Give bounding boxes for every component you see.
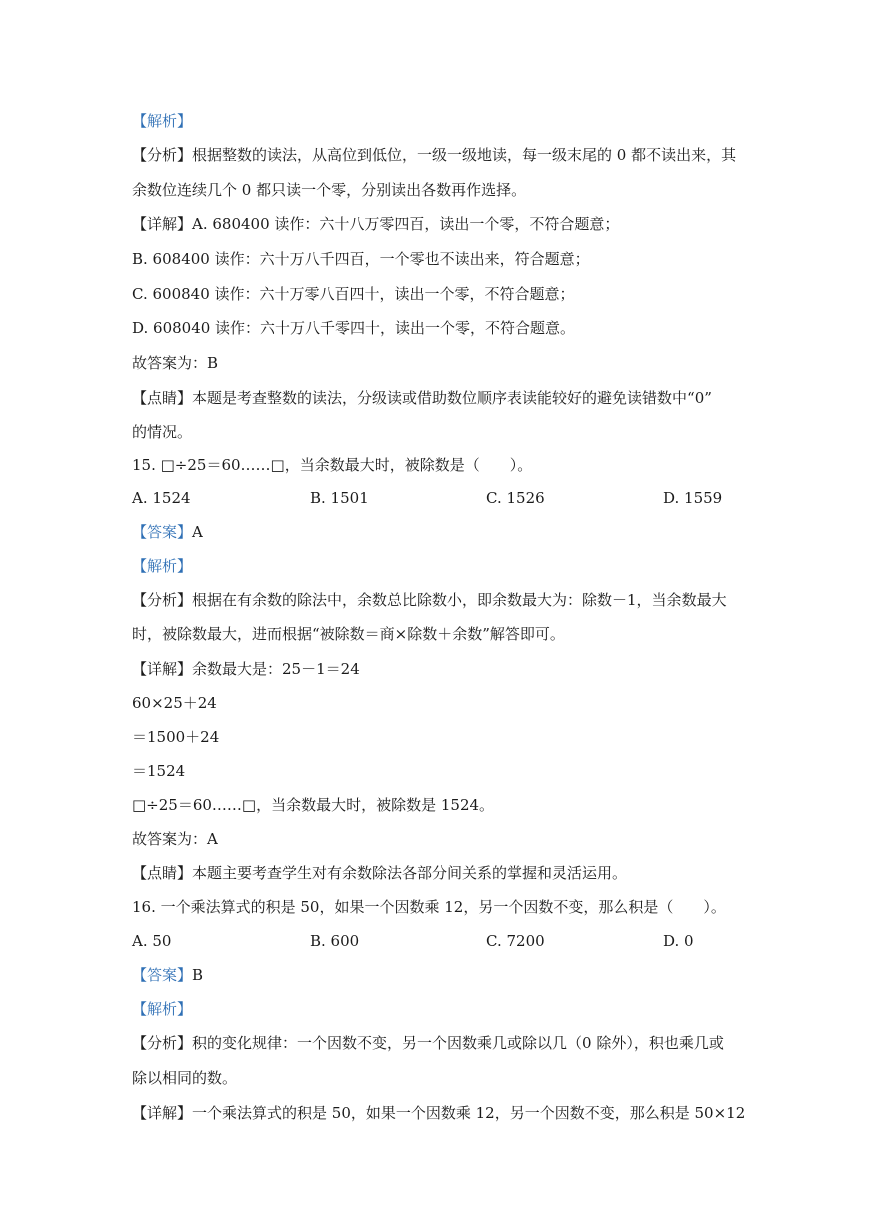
- q14-line-c: C. 600840 读作：六十万零八百四十，读出一个零，不符合题意；: [132, 285, 575, 303]
- q16-xiangjie-line: [132, 1103, 745, 1123]
- q14-jiexi-label: 【解析】: [132, 112, 193, 130]
- q15-daan-line: [132, 522, 203, 542]
- q15-dianjing-text: 本题主要考查学生对有余数除法各部分间关系的掌握和灵活运用。: [192, 864, 628, 882]
- q15-dianjing-line: [132, 863, 627, 883]
- q14-dianjing-line-1: [132, 388, 712, 408]
- q15-calc-1: 60×25＋24: [132, 694, 217, 712]
- q15-option-a: A. 1524: [132, 489, 191, 507]
- q15-fenxi-line-2: 时，被除数最大，进而根据“被除数＝商×除数＋余数”解答即可。: [132, 625, 565, 643]
- q16-xiangjie-text: 一个乘法算式的积是 50，如果一个因数乘 12，另一个因数不变，那么积是 50×12: [192, 1104, 746, 1122]
- q16-jiexi-label: 【解析】: [132, 1000, 193, 1018]
- q16-option-a: A. 50: [132, 932, 172, 950]
- q15-dianjing-tag: 【点睛】: [132, 864, 193, 882]
- q16-fenxi-text-1: 积的变化规律：一个因数不变，另一个因数乘几或除以几（0 除外），积也乘几或: [192, 1034, 724, 1052]
- q15-xiangjie-tag: 【详解】: [132, 660, 193, 678]
- q14-line-d: D. 608040 读作：六十万八千零四十，读出一个零，不符合题意。: [132, 319, 576, 337]
- q15-daan-tag: 【答案】: [132, 523, 193, 541]
- q15-option-b: B. 1501: [310, 489, 369, 507]
- q15-conclusion: □÷25＝60……□，当余数最大时，被除数是 1524。: [132, 796, 495, 814]
- q15-fenxi-line-1: [132, 590, 727, 610]
- q16-daan-value: B: [192, 966, 204, 984]
- q14-dianjing-text-1: 本题是考查整数的读法，分级读或借助数位顺序表读能较好的避免读错数中“0”: [192, 389, 712, 407]
- q15-calc-3: ＝1524: [132, 762, 186, 780]
- q15-option-c: C. 1526: [486, 489, 545, 507]
- q15-xiangjie-text: 余数最大是：25－1＝24: [192, 660, 360, 678]
- q15-jiexi-label: 【解析】: [132, 557, 193, 575]
- q14-answer: 故答案为：B: [132, 354, 219, 372]
- q16-fenxi-tag: 【分析】: [132, 1034, 193, 1052]
- q14-dianjing-line-2: 的情况。: [132, 423, 193, 441]
- q15-answer: 故答案为：A: [132, 830, 218, 848]
- q14-fenxi-line-2: 余数位连续几个 0 都只读一个零，分别读出各数再作选择。: [132, 181, 527, 199]
- q14-fenxi-text-1: 根据整数的读法，从高位到低位，一级一级地读，每一级末尾的 0 都不读出来，其: [192, 146, 737, 164]
- q14-fenxi-tag: 【分析】: [132, 146, 193, 164]
- q15-xiangjie-line: [132, 659, 360, 679]
- q15-option-d: D. 1559: [663, 489, 723, 507]
- q16-xiangjie-tag: 【详解】: [132, 1104, 193, 1122]
- q14-line-b: B. 608400 读作：六十万八千四百，一个零也不读出来，符合题意；: [132, 250, 590, 268]
- q14-xiangjie-line: [132, 214, 619, 234]
- q14-dianjing-tag: 【点睛】: [132, 389, 193, 407]
- q15-fenxi-text-1: 根据在有余数的除法中，余数总比除数小，即余数最大为：除数－1，当余数最大: [192, 591, 727, 609]
- q16-daan-tag: 【答案】: [132, 966, 193, 984]
- q15-daan-value: A: [192, 523, 203, 541]
- q14-xiangjie-tag: 【详解】: [132, 215, 193, 233]
- q16-option-d: D. 0: [663, 932, 694, 950]
- q15-calc-2: ＝1500＋24: [132, 728, 220, 746]
- q16-daan-line: [132, 965, 203, 985]
- q14-fenxi-line-1: [132, 145, 736, 165]
- q14-xiangjie-a: A. 680400 读作：六十八万零四百，读出一个零，不符合题意；: [192, 215, 620, 233]
- q16-fenxi-line-2: 除以相同的数。: [132, 1069, 238, 1087]
- q16-question: 16. 一个乘法算式的积是 50，如果一个因数乘 12，另一个因数不变，那么积是（ ）。: [132, 898, 726, 916]
- q16-option-c: C. 7200: [486, 932, 545, 950]
- q15-question: 15. □÷25＝60……□，当余数最大时，被除数是（ ）。: [132, 456, 533, 474]
- q16-fenxi-line-1: [132, 1033, 724, 1053]
- q16-option-b: B. 600: [310, 932, 360, 950]
- q15-fenxi-tag: 【分析】: [132, 591, 193, 609]
